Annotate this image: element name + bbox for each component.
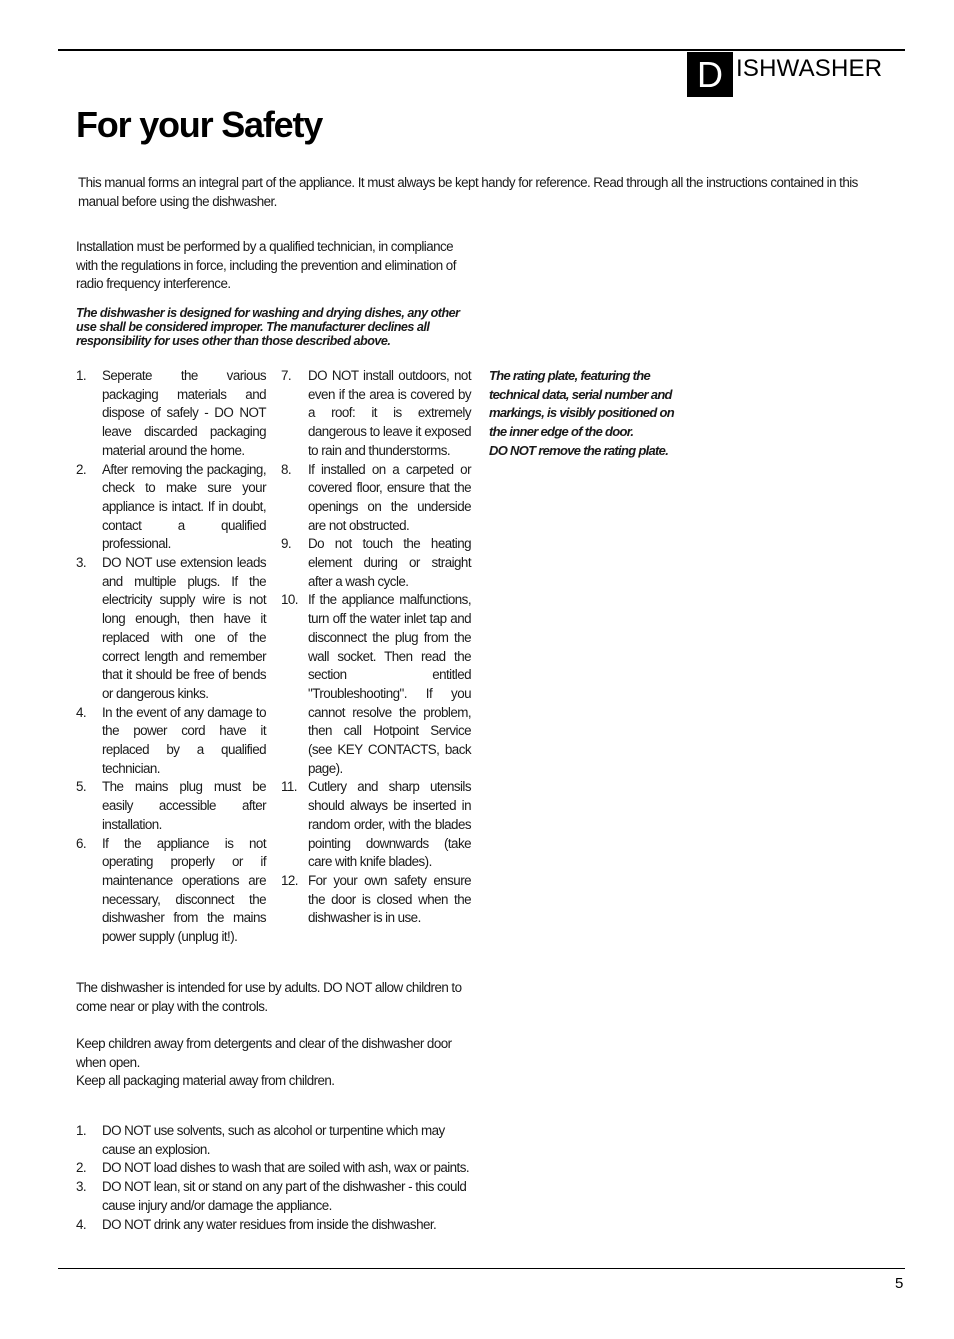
list-item: 1. DO NOT use solvents, such as alcohol or turpentine which may cause an explosion. bbox=[76, 1123, 445, 1157]
safety-list-column-2 bbox=[281, 367, 471, 928]
usage-list bbox=[76, 1122, 476, 1234]
list-item: 1. Seperate the various packaging materials and dispose of safely - DO NOT leave discarded packaging material around the home. bbox=[76, 368, 266, 458]
safety-list-column-1 bbox=[76, 367, 266, 947]
rating-plate-note bbox=[489, 367, 689, 461]
list-item: 7. DO NOT install outdoors, not even if the area is covered by a roof: it is extremely dangerous to leave it exposed to rain and thunderstorms. bbox=[281, 368, 471, 458]
rating-plate-warning: DO NOT remove the rating plate. bbox=[489, 442, 669, 458]
list-item: 9. Do not touch the heating element during or straight after a wash cycle. bbox=[281, 536, 471, 589]
installation-paragraph: Installation must be performed by a qualified technician, in compliance with the regulations in force, including the prevention and elimination of radio frequency interference. bbox=[76, 239, 456, 292]
list-item: 5. The mains plug must be easily accessible after installation. bbox=[76, 779, 266, 832]
children-paragraph-1: The dishwasher is intended for use by adults. DO NOT allow children to come near or play with the controls. bbox=[76, 980, 462, 1014]
children-paragraph-2: Keep children away from detergents and clear of the dishwasher door when open. bbox=[76, 1036, 452, 1070]
list-item: 11. Cutlery and sharp utensils should always be inserted in random order, with the blades pointing downwards (take care with knife blades). bbox=[281, 779, 471, 870]
list-item: 10. If the appliance malfunctions, turn off the water inlet tap and disconnect the plug from the wall socket. Then read the section entitled "Troubleshooting". If you cannot resolve the problem, then call Hotpoint Service (see KEY CONTACTS, back page). bbox=[281, 592, 471, 776]
design-notice: The dishwasher is designed for washing and drying dishes, any other use shall be considered improper. The manufacturer declines all responsibility for uses other than those described above. bbox=[76, 306, 460, 349]
page-title: For your Safety bbox=[76, 104, 323, 145]
list-item: 2. DO NOT load dishes to wash that are soiled with ash, wax or paints. bbox=[76, 1160, 470, 1176]
children-paragraph-3: Keep all packaging material away from children. bbox=[76, 1073, 335, 1088]
list-item: 4. DO NOT drink any water residues from inside the dishwasher. bbox=[76, 1216, 437, 1232]
list-item: 2. After removing the packaging, check to make sure your appliance is intact. If in doubt, contact a qualified professional. bbox=[76, 461, 266, 552]
list-item: 3. DO NOT lean, sit or stand on any part of the dishwasher - this could cause injury and/or damage the appliance. bbox=[76, 1179, 467, 1213]
list-item: 6. If the appliance is not operating properly or if maintenance operations are necessary, disconnect the dishwasher from the mains power supply (unplug it!). bbox=[76, 835, 266, 945]
list-item: 4. In the event of any damage to the power cord have it replaced by a qualified technician. bbox=[76, 704, 266, 776]
rating-plate-text: The rating plate, featuring the technical data, serial number and markings, is visibly positioned on the inner edge of the door. bbox=[489, 368, 674, 440]
header-label: ISHWASHER bbox=[736, 55, 883, 82]
header-drop-cap: D bbox=[687, 52, 733, 97]
bottom-rule bbox=[58, 1268, 905, 1269]
page-number: 5 bbox=[895, 1275, 904, 1292]
section-header bbox=[687, 52, 882, 97]
top-rule bbox=[58, 49, 905, 51]
intro-paragraph: This manual forms an integral part of the appliance. It must always be kept handy for reference. Read through all the instructions contained in this manual before using the dishwasher. bbox=[78, 175, 858, 209]
list-item: 8. If installed on a carpeted or covered floor, ensure that the openings on the underside are not obstructed. bbox=[281, 461, 471, 533]
list-item: 12. For your own safety ensure the door is closed when the dishwasher is in use. bbox=[281, 872, 471, 926]
list-item: 3. DO NOT use extension leads and multiple plugs. If the electricity supply wire is not long enough, then have it replaced with one of the correct length and remember that it should be free of bends or dangerous kinks. bbox=[76, 555, 266, 701]
